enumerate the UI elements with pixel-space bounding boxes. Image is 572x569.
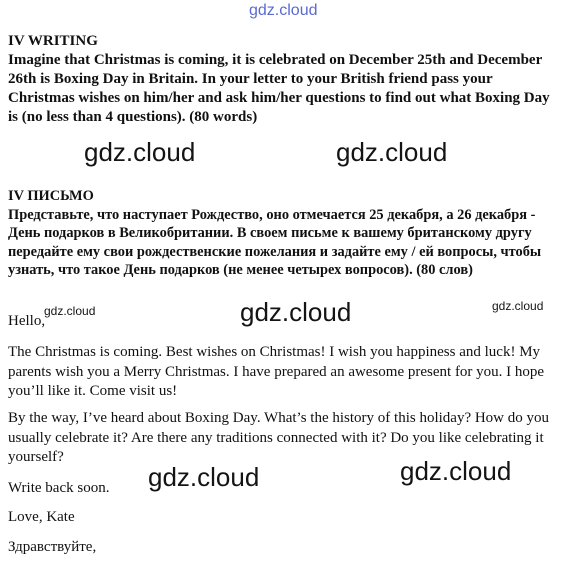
task-english-heading: IV WRITING [8,33,98,49]
watermark: gdz.cloud [240,297,352,327]
task-russian [8,187,560,280]
watermark: gdz.cloud [400,456,512,486]
letter-signature: Love, Kate [8,509,75,525]
task-english [8,32,560,127]
watermark: gdz.cloud [249,2,318,19]
task-english-text: Imagine that Christmas is coming, it is celebrated on December 25th and December 26th is Boxing Day in Britain. In your letter to your British friend pass your Christmas wishes on him/her and ask him/her questions to find out what Boxing Day is (no less than 4 questions). (80 words) [8,52,550,125]
watermark: gdz.cloud [492,299,544,313]
letter-russian-greeting: Здравствуйте, [8,539,97,555]
letter-greeting: Hello, [8,313,46,329]
letter-closing: Write back soon. [8,480,110,496]
letter-paragraph-2: By the way, I’ve heard about Boxing Day. What’s the history of this holiday? How do you usually celebrate it? Are there any traditions connected with it? Do you like celebrating it yourself? [8,410,550,465]
watermark: gdz.cloud [44,304,96,318]
letter-paragraph-1: The Christmas is coming. Best wishes on Christmas! I wish you happiness and luck! My parents wish you a Merry Christmas. I have prepared an awesome present for you. I hope you’ll like it. Come visit us! [8,344,545,399]
task-russian-heading: IV ПИСЬМО [8,188,94,204]
watermark: gdz.cloud [336,137,448,167]
task-russian-text: Представьте, что наступает Рождество, оно отмечается 25 декабря, а 26 декабря - День подарков в Великобритании. В своем письме к вашему британскому другу передайте ему свои рождественские пожелания и задайте ему / ей вопросы, чтобы узнать, что такое День подарков (не менее четырех вопросов). (80 слов) [8,206,542,278]
watermark: gdz.cloud [148,462,260,492]
watermark: gdz.cloud [84,137,196,167]
